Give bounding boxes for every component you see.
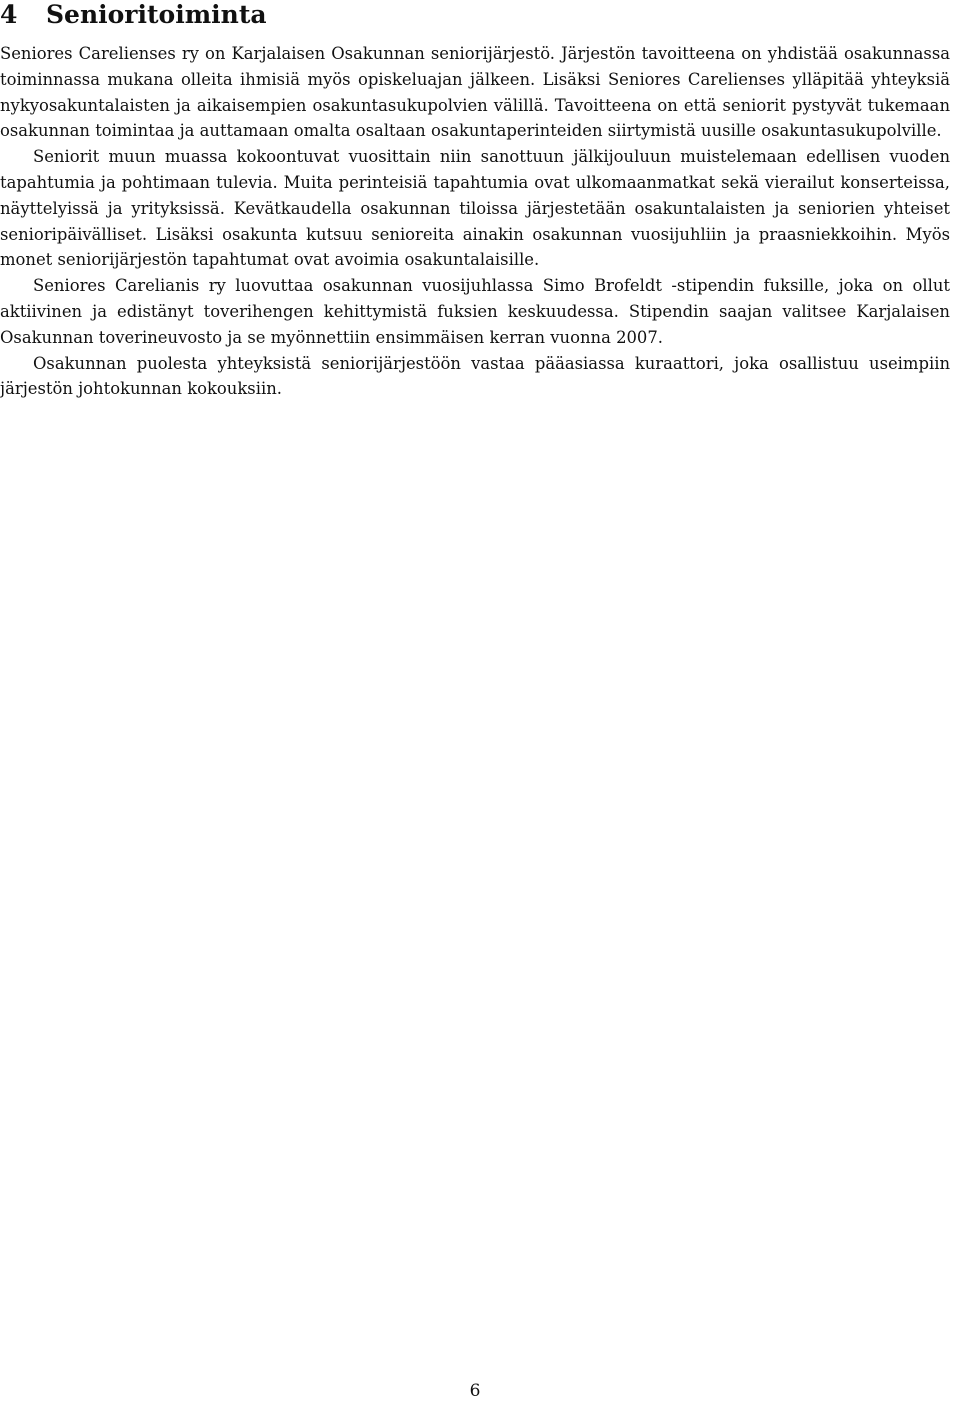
paragraph-events: Seniorit muun muassa kokoontuvat vuosittain niin sanottuun jälkijouluun muistelemaan edellisen vuoden tapahtumia ja pohtimaan tulevia. Muita perinteisiä tapahtumia ovat ulkomaanmatkat sekä vierailut konserteissa, näyttelyissä ja yrityksissä. Kevätkaudella osakunnan tiloissa järjestetään osakuntalaisten ja seniorien yhteiset senioripäivälliset. Lisäksi osakunta kutsuu senioreita ainakin osakunnan vuosijuhliin ja praasniekkoihin. Myös monet seniorijärjestön tapahtumat ovat avoimia osakuntalaisille. <box>0 147 950 270</box>
section-title: Senioritoiminta <box>46 0 267 29</box>
paragraph-scholarship: Seniores Carelianis ry luovuttaa osakunnan vuosijuhlassa Simo Brofeldt -stipendin fuksille, joka on ollut aktiivinen ja edistänyt toverihengen kehittymistä fuksien keskuudessa. Stipendin saajan valitsee Karjalaisen Osakunnan toverineuvosto ja se myönnettiin ensimmäisen kerran vuonna 2007. <box>0 276 950 347</box>
paragraph-liaison: Osakunnan puolesta yhteyksistä seniorijärjestöön vastaa pääasiassa kuraattori, joka osallistuu useimpiin järjestön johtokunnan kokouksiin. <box>0 353 950 399</box>
section-heading <box>0 0 267 30</box>
section-number: 4 <box>0 0 18 29</box>
paragraph-intro: Seniores Carelienses ry on Karjalaisen Osakunnan seniorijärjestö. Järjestön tavoitteena on yhdistää osakunnassa toiminnassa mukana olleita ihmisiä myös opiskeluajan jälkeen. Lisäksi Seniores Carelienses ylläpitää yhteyksiä nykyosakuntalaisten ja aikaisempien osakuntasukupolvien välillä. Tavoitteena on että seniorit pystyvät tukemaan osakunnan toimintaa ja auttamaan omalta osaltaan osakuntaperinteiden siirtymistä uusille osakuntasukupolville. <box>0 44 950 141</box>
page-number: 6 <box>469 1381 481 1401</box>
section-body <box>0 41 950 402</box>
